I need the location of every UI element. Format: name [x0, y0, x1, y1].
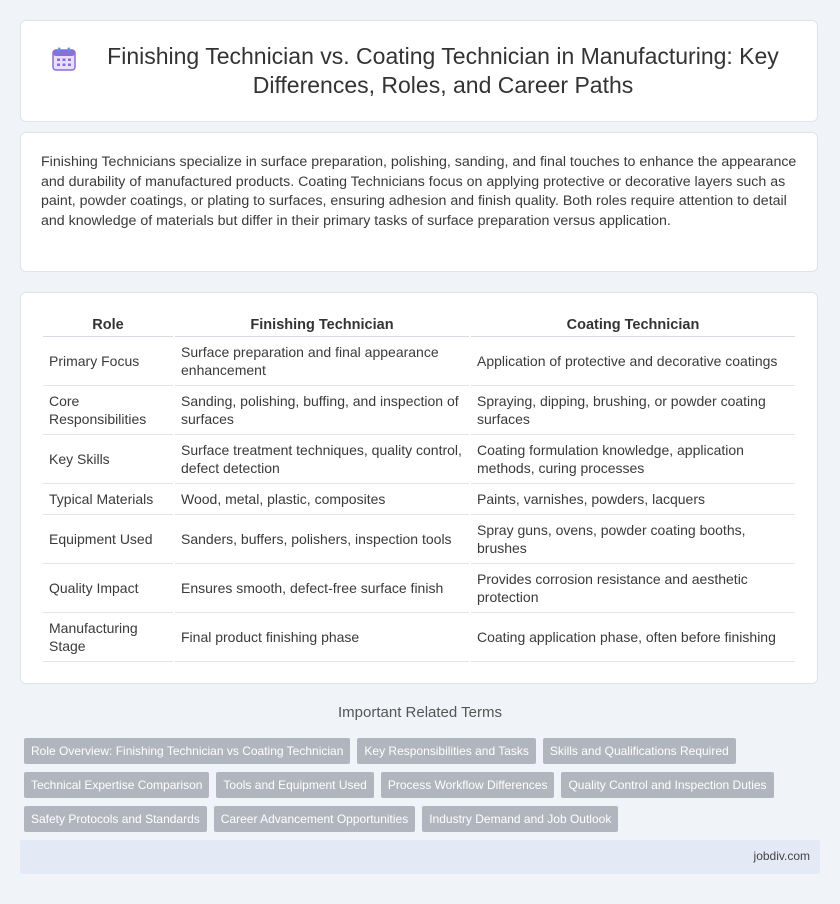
intro-card	[20, 132, 818, 272]
header-inner	[21, 42, 817, 100]
related-term-tag[interactable]: Technical Expertise Comparison	[24, 772, 209, 798]
table-cell: Manufacturing Stage	[43, 613, 173, 662]
calendar-icon	[51, 46, 77, 72]
table-cell: Key Skills	[43, 435, 173, 484]
comparison-table	[41, 309, 797, 662]
table-row	[43, 515, 795, 564]
related-term-tag[interactable]: Quality Control and Inspection Duties	[561, 772, 773, 798]
table-cell: Ensures smooth, defect-free surface finish	[175, 564, 469, 613]
related-term-tag[interactable]: Industry Demand and Job Outlook	[422, 806, 618, 832]
table-row	[43, 435, 795, 484]
table-cell: Core Responsibilities	[43, 386, 173, 435]
page-title: Finishing Technician vs. Coating Technician in Manufacturing: Key Differences, Roles, and Career Paths	[107, 43, 779, 98]
related-terms-list	[24, 738, 824, 840]
related-term-tag[interactable]: Tools and Equipment Used	[216, 772, 373, 798]
table-header-cell: Coating Technician	[471, 309, 795, 337]
table-cell: Application of protective and decorative coatings	[471, 337, 795, 386]
table-cell: Equipment Used	[43, 515, 173, 564]
table-cell: Surface preparation and final appearance enhancement	[175, 337, 469, 386]
table-row	[43, 337, 795, 386]
table-header-cell: Finishing Technician	[175, 309, 469, 337]
intro-paragraph: Finishing Technicians specialize in surface preparation, polishing, sanding, and final touches to enhance the appearance and durability of manufactured products. Coating Technicians focus on applying protective or decorative layers such as paint, powder coatings, or plating to surfaces, ensuring adhesion and finish quality. Both roles require attention to detail and knowledge of materials but differ in their primary tasks of surface preparation versus application.	[41, 154, 797, 229]
related-terms-title: Important Related Terms	[338, 704, 502, 721]
table-cell: Wood, metal, plastic, composites	[175, 484, 469, 515]
table-cell: Paints, varnishes, powders, lacquers	[471, 484, 795, 515]
table-cell: Quality Impact	[43, 564, 173, 613]
table-cell: Surface treatment techniques, quality control, defect detection	[175, 435, 469, 484]
table-cell: Spraying, dipping, brushing, or powder coating surfaces	[471, 386, 795, 435]
table-cell: Primary Focus	[43, 337, 173, 386]
table-cell: Final product finishing phase	[175, 613, 469, 662]
comparison-table-card	[20, 292, 818, 684]
related-term-tag[interactable]: Process Workflow Differences	[381, 772, 555, 798]
related-term-tag[interactable]: Key Responsibilities and Tasks	[357, 738, 536, 764]
table-cell: Coating application phase, often before finishing	[471, 613, 795, 662]
table-cell: Spray guns, ovens, powder coating booths, brushes	[471, 515, 795, 564]
table-cell: Sanding, polishing, buffing, and inspection of surfaces	[175, 386, 469, 435]
footer	[20, 840, 820, 874]
table-row	[43, 484, 795, 515]
related-term-tag[interactable]: Role Overview: Finishing Technician vs Coating Technician	[24, 738, 350, 764]
table-header-row	[43, 309, 795, 337]
related-term-tag[interactable]: Skills and Qualifications Required	[543, 738, 736, 764]
table-header-cell: Role	[43, 309, 173, 337]
table-row	[43, 613, 795, 662]
footer-site-link[interactable]: jobdiv.com	[753, 849, 810, 863]
table-cell: Coating formulation knowledge, application methods, curing processes	[471, 435, 795, 484]
table-cell: Provides corrosion resistance and aesthetic protection	[471, 564, 795, 613]
table-cell: Sanders, buffers, polishers, inspection tools	[175, 515, 469, 564]
related-term-tag[interactable]: Safety Protocols and Standards	[24, 806, 207, 832]
table-row	[43, 386, 795, 435]
related-term-tag[interactable]: Career Advancement Opportunities	[214, 806, 415, 832]
header-card	[20, 20, 818, 122]
table-cell: Typical Materials	[43, 484, 173, 515]
table-row	[43, 564, 795, 613]
